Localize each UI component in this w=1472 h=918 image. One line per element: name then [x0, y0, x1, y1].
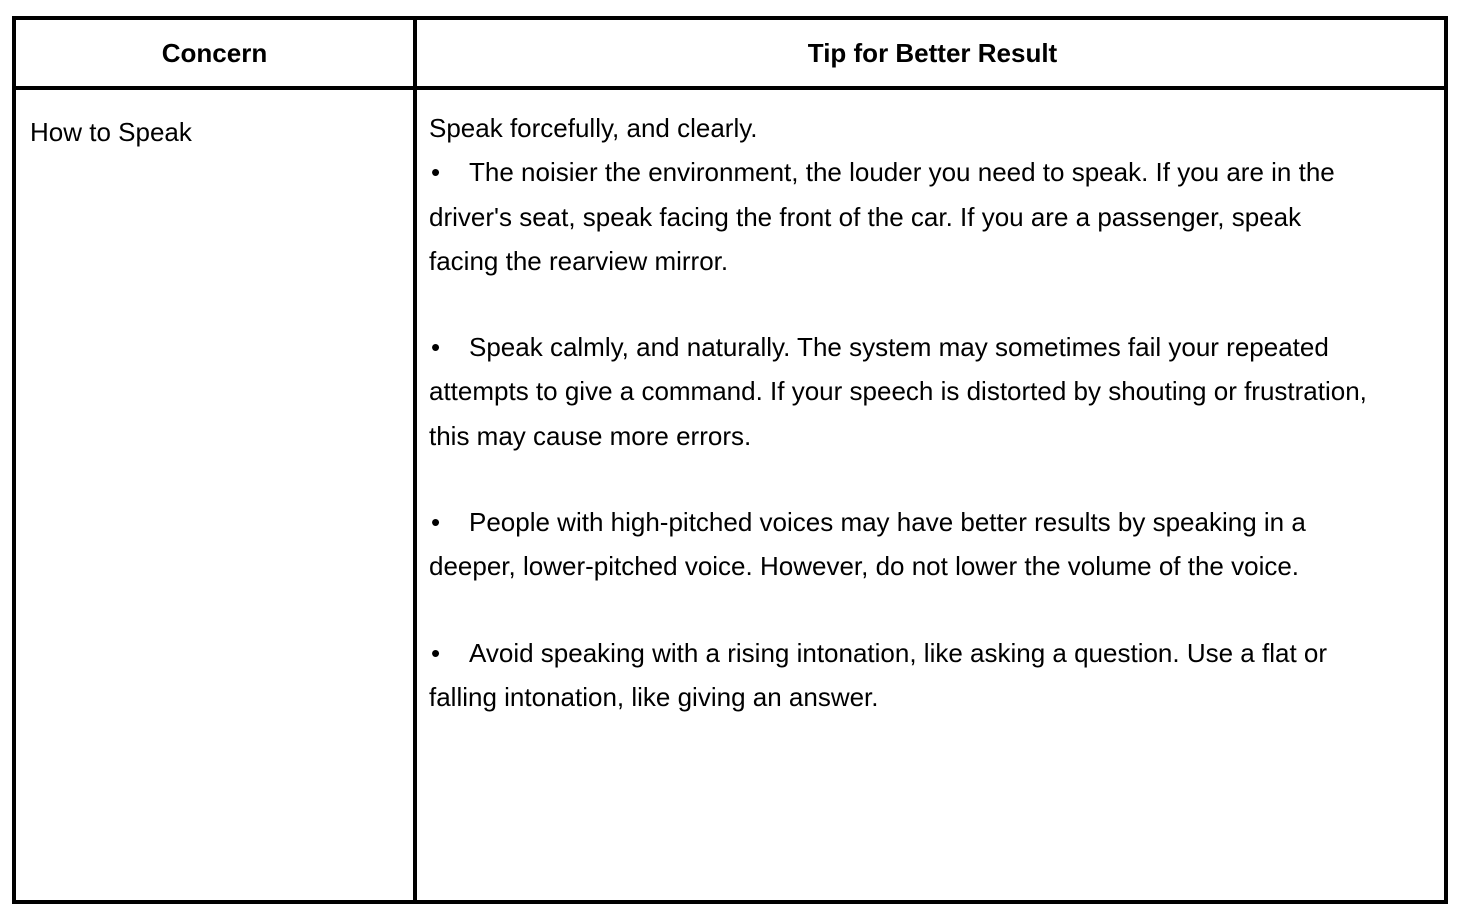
tip-bullet — [429, 631, 1369, 720]
header-tip: Tip for Better Result — [807, 38, 1058, 68]
tip-intro: Speak forcefully, and clearly. — [429, 113, 758, 143]
bullet-dot: • — [431, 157, 441, 188]
header-concern: Concern — [161, 38, 268, 68]
concern-cell: How to Speak — [30, 117, 192, 147]
tip-cell — [429, 106, 1369, 719]
bullet-dot: • — [431, 637, 441, 668]
tip-bullet — [429, 150, 1369, 283]
tip-bullet — [429, 500, 1369, 589]
tip-bullet-text: The noisier the environment, the louder you need to speak. If you are in the driver's seat, speak facing the front of the car. If you are a passenger, speak facing the rearview mirror. — [429, 157, 1335, 276]
column-divider — [413, 20, 417, 900]
tip-bullet-text: Speak calmly, and naturally. The system may sometimes fail your repeated attempts to give a command. If your speech is distorted by shouting or frustration, this may cause more errors. — [429, 332, 1367, 451]
bullet-dot: • — [431, 332, 441, 363]
tip-bullet-text: People with high-pitched voices may have better results by speaking in a deeper, lower-pitched voice. However, do not lower the volume of the voice. — [429, 507, 1306, 582]
bullet-dot: • — [431, 507, 441, 538]
tip-bullet — [429, 325, 1369, 458]
header-divider — [16, 86, 1444, 90]
tip-bullet-text: Avoid speaking with a rising intonation, like asking a question. Use a flat or falling intonation, like giving an answer. — [429, 637, 1328, 712]
tips-table — [12, 16, 1448, 904]
